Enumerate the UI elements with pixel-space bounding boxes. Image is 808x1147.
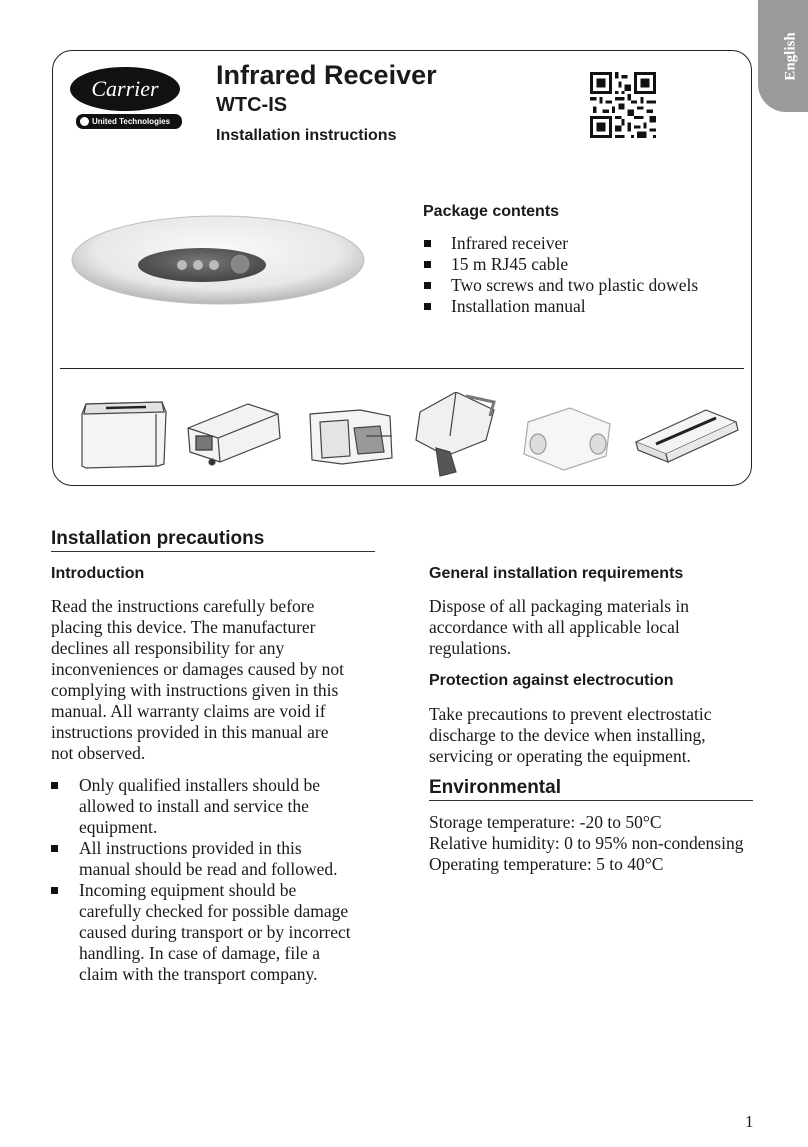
environmental-paragraph: Storage temperature: -20 to 50°C Relative humidity: 0 to 95% non-condensing Operating temperature: 5 to 40°C (429, 812, 744, 874)
ducted-unit-image (188, 404, 280, 465)
cassette-unit-image (636, 410, 738, 462)
bullet-icon (424, 282, 431, 289)
electrocution-heading: Protection against electrocution (429, 672, 674, 689)
angled-unit-image (416, 392, 494, 476)
installation-precautions-heading: Installation precautions (51, 528, 265, 549)
bullet-icon (424, 240, 431, 247)
list-item: Infrared receiver (423, 233, 698, 254)
general-requirements-paragraph: Dispose of all packaging materials in accordance with all applicable local regulations. (429, 596, 689, 658)
carrier-logo (70, 67, 182, 131)
document-title: Infrared Receiver (216, 60, 437, 90)
page-number: 1 (745, 1112, 754, 1131)
header-divider (60, 368, 744, 369)
heading-rule (429, 800, 753, 801)
model-number: WTC-IS (216, 94, 288, 116)
introduction-heading: Introduction (51, 565, 145, 582)
heading-rule (51, 551, 375, 552)
introduction-paragraph: Read the instructions carefully before placing this device. The manufacturer declines all responsibility for any inconveniences or damages caused by not complying with instructions given in this manual. All warranty claims are void if instructions provided in this manual are not observed. (51, 596, 345, 763)
electrocution-paragraph: Take precautions to prevent electrostatic discharge to the device when installing, servicing or operating the equipment. (429, 704, 712, 766)
package-contents-list (423, 233, 698, 317)
infrared-receiver-image (70, 210, 370, 310)
package-contents-title: Package contents (423, 203, 560, 220)
precautions-list (51, 775, 381, 985)
list-item: Incoming equipment should be carefully checked for possible damage caused during transport or by incorrect handling. In case of damage, file a claim with the transport company. (51, 880, 381, 985)
bullet-icon (51, 845, 58, 852)
logo-tagline: United Technologies (76, 114, 182, 129)
logo-brand: Carrier (91, 76, 159, 101)
compatible-units-images (76, 392, 744, 480)
language-tab (758, 0, 808, 112)
bullet-icon (51, 782, 58, 789)
list-item: Installation manual (423, 296, 698, 317)
document-subtitle: Installation instructions (216, 127, 397, 144)
environmental-heading: Environmental (429, 777, 561, 798)
frame-unit-image (310, 410, 392, 464)
list-item: 15 m RJ45 cable (423, 254, 698, 275)
bullet-icon (424, 261, 431, 268)
bullet-icon (424, 303, 431, 310)
list-item: Two screws and two plastic dowels (423, 275, 698, 296)
logo-oval (70, 67, 180, 111)
list-item: All instructions provided in this manual should be read and followed. (51, 838, 381, 880)
general-requirements-heading: General installation requirements (429, 565, 684, 582)
qr-code-icon (590, 72, 656, 138)
duct-box-image (524, 408, 610, 470)
language-tab-label: English (782, 32, 799, 81)
floor-unit-image (82, 402, 166, 468)
list-item: Only qualified installers should be allowed to install and service the equipment. (51, 775, 381, 838)
bullet-icon (51, 887, 58, 894)
